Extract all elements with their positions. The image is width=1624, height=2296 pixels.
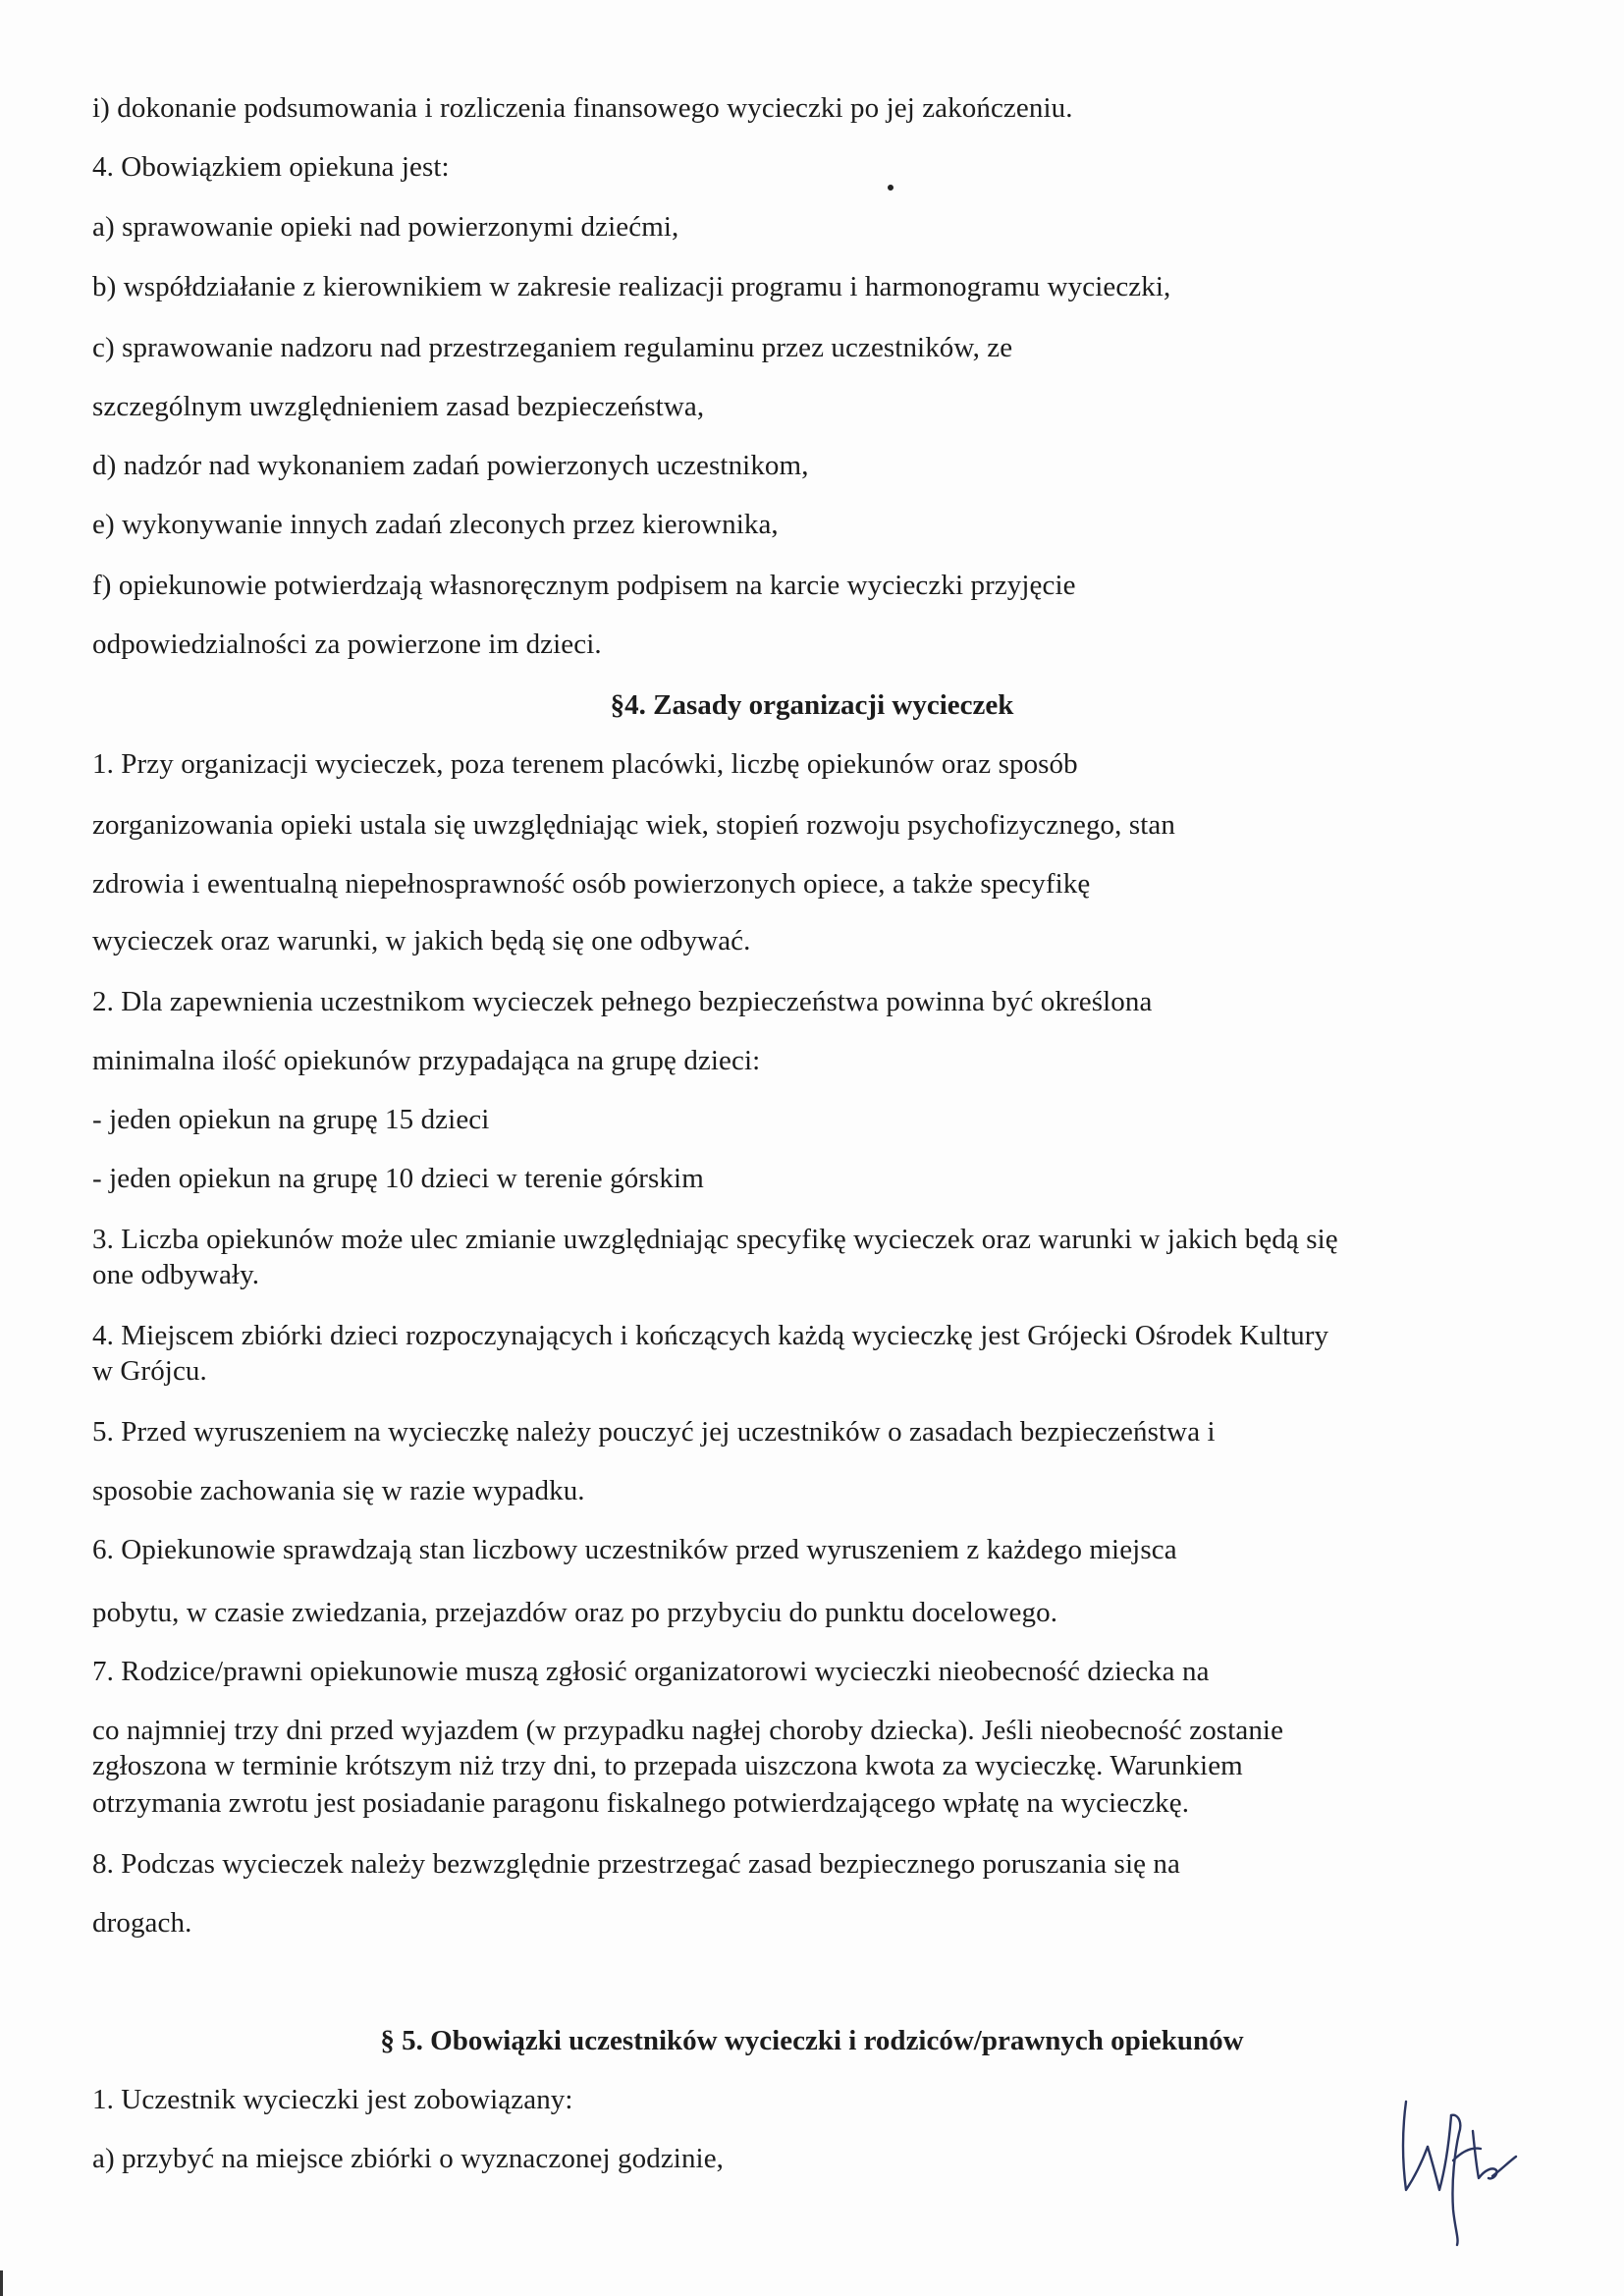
text-line: 8. Podczas wycieczek należy bezwzględnie przestrzegać zasad bezpiecznego poruszania się na (92, 1848, 1180, 1880)
text-line: w Grójcu. (92, 1355, 207, 1387)
text-line: odpowiedzialności za powierzone im dzieci. (92, 629, 602, 660)
text-line: 4. Obowiązkiem opiekuna jest: (92, 151, 450, 183)
text-line: f) opiekunowie potwierdzają własnoręcznym podpisem na karcie wycieczki przyjęcie (92, 570, 1076, 601)
text-line: - jeden opiekun na grupę 15 dzieci (92, 1104, 490, 1135)
scan-edge-mark (0, 2270, 3, 2296)
text-line: 6. Opiekunowie sprawdzają stan liczbowy uczestników przed wyruszeniem z każdego miejsca (92, 1534, 1177, 1565)
text-line: wycieczek oraz warunki, w jakich będą się one odbywać. (92, 925, 751, 957)
section-heading: §4. Zasady organizacji wycieczek (610, 689, 1014, 721)
text-line: zgłoszona w terminie krótszym niż trzy dni, to przepada uiszczona kwota za wycieczkę. Warunkiem (92, 1750, 1243, 1781)
text-line: i) dokonanie podsumowania i rozliczenia finansowego wycieczki po jej zakończeniu. (92, 92, 1073, 124)
text-line: 7. Rodzice/prawni opiekunowie muszą zgłosić organizatorowi wycieczki nieobecność dziecka na (92, 1656, 1210, 1687)
text-line: e) wykonywanie innych zadań zleconych przez kierownika, (92, 509, 779, 540)
handwritten-signature-icon (1394, 2092, 1532, 2249)
text-line: a) przybyć na miejsce zbiórki o wyznaczonej godzinie, (92, 2143, 725, 2174)
text-line: zorganizowania opieki ustala się uwzględniając wiek, stopień rozwoju psychofizycznego, stan (92, 809, 1175, 841)
text-line: 2. Dla zapewnienia uczestnikom wycieczek pełnego bezpieczeństwa powinna być określona (92, 986, 1153, 1017)
text-line: d) nadzór nad wykonaniem zadań powierzonych uczestnikom, (92, 450, 809, 481)
text-line: zdrowia i ewentualną niepełnosprawność osób powierzonych opiece, a także specyfikę (92, 868, 1091, 900)
text-line: 4. Miejscem zbiórki dzieci rozpoczynających i kończących każdą wycieczkę jest Grójecki Ośrodek Kultury (92, 1320, 1329, 1351)
text-line: one odbywały. (92, 1259, 260, 1290)
text-line: co najmniej trzy dni przed wyjazdem (w przypadku nagłej choroby dziecka). Jeśli nieobecność zostanie (92, 1715, 1284, 1746)
text-line: drogach. (92, 1907, 192, 1939)
text-line: 1. Uczestnik wycieczki jest zobowiązany: (92, 2084, 573, 2115)
text-line: a) sprawowanie opieki nad powierzonymi dziećmi, (92, 211, 679, 243)
text-line: c) sprawowanie nadzoru nad przestrzeganiem regulaminu przez uczestników, ze (92, 332, 1013, 363)
text-line: - jeden opiekun na grupę 10 dzieci w terenie górskim (92, 1163, 704, 1194)
scan-speck (887, 184, 894, 191)
text-line: pobytu, w czasie zwiedzania, przejazdów oraz po przybyciu do punktu docelowego. (92, 1597, 1058, 1628)
text-line: b) współdziałanie z kierownikiem w zakresie realizacji programu i harmonogramu wycieczki, (92, 271, 1171, 302)
text-line: minimalna ilość opiekunów przypadająca na grupę dzieci: (92, 1045, 761, 1076)
text-line: szczególnym uwzględnieniem zasad bezpieczeństwa, (92, 391, 705, 422)
section-heading: § 5. Obowiązki uczestników wycieczki i rodziców/prawnych opiekunów (380, 2025, 1244, 2056)
text-line: 1. Przy organizacji wycieczek, poza terenem placówki, liczbę opiekunów oraz sposób (92, 748, 1078, 780)
text-line: otrzymania zwrotu jest posiadanie paragonu fiskalnego potwierdzającego wpłatę na wycieczkę. (92, 1787, 1190, 1819)
text-line: 3. Liczba opiekunów może ulec zmianie uwzględniając specyfikę wycieczek oraz warunki w jakich będą się (92, 1224, 1338, 1255)
text-line: sposobie zachowania się w razie wypadku. (92, 1475, 585, 1506)
text-line: 5. Przed wyruszeniem na wycieczkę należy pouczyć jej uczestników o zasadach bezpieczeństwa i (92, 1416, 1216, 1448)
